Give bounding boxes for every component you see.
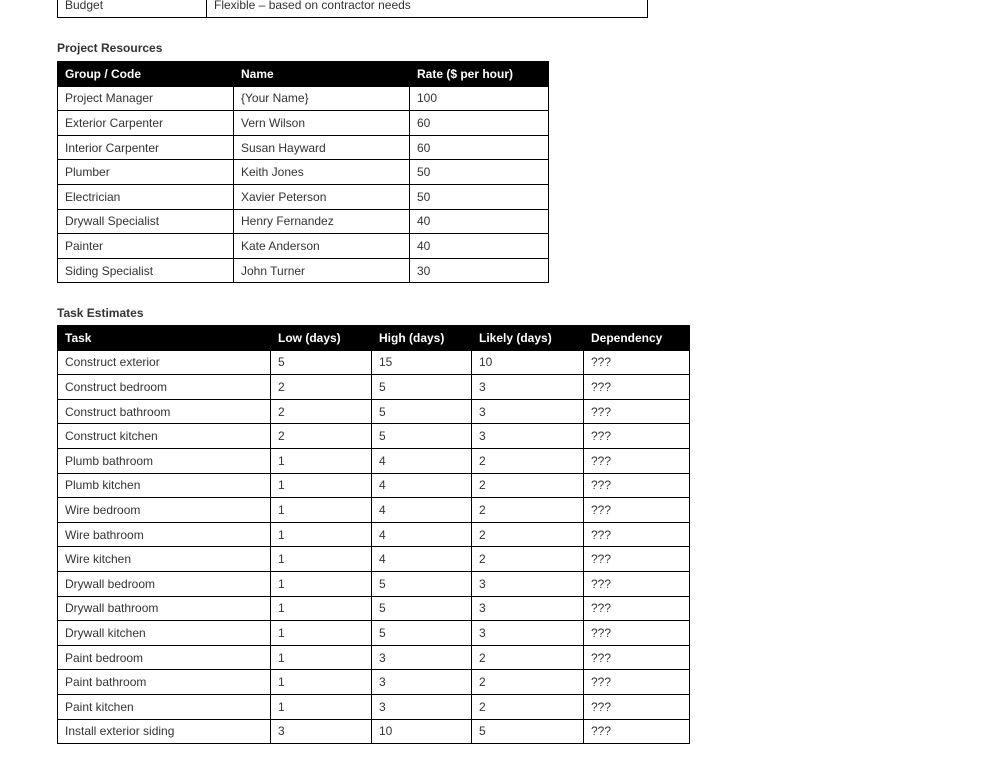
task-low: 1 xyxy=(271,645,372,670)
task-likely: 2 xyxy=(472,670,584,695)
table-row xyxy=(58,258,549,283)
task-low: 1 xyxy=(271,498,372,523)
task-name: Wire bathroom xyxy=(58,522,271,547)
task-dependency: ??? xyxy=(584,448,690,473)
resource-group: Siding Specialist xyxy=(58,258,234,283)
column-header-group-code: Group / Code xyxy=(58,62,234,87)
task-low: 3 xyxy=(271,719,372,744)
task-dependency: ??? xyxy=(584,596,690,621)
task-estimates-heading: Task Estimates xyxy=(57,306,144,320)
task-dependency: ??? xyxy=(584,399,690,424)
table-row xyxy=(58,209,549,234)
column-header-likely: Likely (days) xyxy=(472,326,584,351)
task-low: 1 xyxy=(271,621,372,646)
task-likely: 2 xyxy=(472,694,584,719)
table-row xyxy=(58,0,648,18)
table-row xyxy=(58,670,690,695)
column-header-rate: Rate ($ per hour) xyxy=(410,62,549,87)
task-low: 1 xyxy=(271,571,372,596)
table-header-row xyxy=(58,326,690,351)
task-name: Drywall bathroom xyxy=(58,596,271,621)
table-row xyxy=(58,498,690,523)
task-likely: 3 xyxy=(472,596,584,621)
resource-group: Plumber xyxy=(58,160,234,185)
task-name: Drywall kitchen xyxy=(58,621,271,646)
table-row xyxy=(58,596,690,621)
task-dependency: ??? xyxy=(584,621,690,646)
task-likely: 3 xyxy=(472,375,584,400)
task-high: 5 xyxy=(372,571,472,596)
table-row xyxy=(58,645,690,670)
task-high: 15 xyxy=(372,350,472,375)
table-row xyxy=(58,719,690,744)
table-row xyxy=(58,522,690,547)
resource-group: Interior Carpenter xyxy=(58,135,234,160)
task-low: 1 xyxy=(271,547,372,572)
task-high: 5 xyxy=(372,375,472,400)
task-dependency: ??? xyxy=(584,694,690,719)
budget-value: Flexible – based on contractor needs xyxy=(207,0,648,18)
task-name: Plumb bathroom xyxy=(58,448,271,473)
task-high: 3 xyxy=(372,670,472,695)
resource-group: Drywall Specialist xyxy=(58,209,234,234)
table-header-row xyxy=(58,62,549,87)
task-dependency: ??? xyxy=(584,350,690,375)
task-name: Install exterior siding xyxy=(58,719,271,744)
task-dependency: ??? xyxy=(584,498,690,523)
table-row xyxy=(58,621,690,646)
task-low: 1 xyxy=(271,522,372,547)
resource-group: Painter xyxy=(58,234,234,259)
table-row xyxy=(58,399,690,424)
resource-rate: 60 xyxy=(410,135,549,160)
table-row xyxy=(58,350,690,375)
task-name: Construct bedroom xyxy=(58,375,271,400)
task-low: 1 xyxy=(271,448,372,473)
task-dependency: ??? xyxy=(584,424,690,449)
task-low: 1 xyxy=(271,694,372,719)
task-dependency: ??? xyxy=(584,473,690,498)
column-header-high: High (days) xyxy=(372,326,472,351)
task-dependency: ??? xyxy=(584,645,690,670)
task-name: Paint bedroom xyxy=(58,645,271,670)
task-low: 2 xyxy=(271,424,372,449)
task-high: 4 xyxy=(372,448,472,473)
task-likely: 2 xyxy=(472,448,584,473)
column-header-dependency: Dependency xyxy=(584,326,690,351)
task-likely: 2 xyxy=(472,645,584,670)
task-dependency: ??? xyxy=(584,719,690,744)
task-likely: 2 xyxy=(472,473,584,498)
task-high: 5 xyxy=(372,596,472,621)
task-likely: 3 xyxy=(472,424,584,449)
resource-name: Henry Fernandez xyxy=(234,209,410,234)
column-header-task: Task xyxy=(58,326,271,351)
task-name: Construct exterior xyxy=(58,350,271,375)
task-estimates-table xyxy=(57,325,690,744)
resource-group: Exterior Carpenter xyxy=(58,111,234,136)
resource-rate: 60 xyxy=(410,111,549,136)
task-name: Paint kitchen xyxy=(58,694,271,719)
resource-name: Kate Anderson xyxy=(234,234,410,259)
task-dependency: ??? xyxy=(584,375,690,400)
table-row xyxy=(58,184,549,209)
task-low: 2 xyxy=(271,399,372,424)
column-header-low: Low (days) xyxy=(271,326,372,351)
task-low: 1 xyxy=(271,670,372,695)
resource-group: Electrician xyxy=(58,184,234,209)
table-row xyxy=(58,547,690,572)
budget-label: Budget xyxy=(58,0,207,18)
resource-rate: 30 xyxy=(410,258,549,283)
table-row xyxy=(58,135,549,160)
resource-name: Xavier Peterson xyxy=(234,184,410,209)
table-row xyxy=(58,234,549,259)
task-low: 2 xyxy=(271,375,372,400)
task-high: 5 xyxy=(372,399,472,424)
task-high: 3 xyxy=(372,694,472,719)
table-row xyxy=(58,424,690,449)
task-dependency: ??? xyxy=(584,571,690,596)
resource-name: Keith Jones xyxy=(234,160,410,185)
task-likely: 5 xyxy=(472,719,584,744)
task-high: 4 xyxy=(372,547,472,572)
task-high: 4 xyxy=(372,473,472,498)
task-low: 5 xyxy=(271,350,372,375)
task-name: Drywall bedroom xyxy=(58,571,271,596)
resource-rate: 50 xyxy=(410,160,549,185)
task-name: Plumb kitchen xyxy=(58,473,271,498)
column-header-name: Name xyxy=(234,62,410,87)
resource-rate: 50 xyxy=(410,184,549,209)
project-resources-table xyxy=(57,61,549,283)
table-row xyxy=(58,86,549,111)
task-name: Construct bathroom xyxy=(58,399,271,424)
project-resources-heading: Project Resources xyxy=(57,41,163,55)
task-name: Wire bedroom xyxy=(58,498,271,523)
table-row xyxy=(58,448,690,473)
resource-group: Project Manager xyxy=(58,86,234,111)
table-row xyxy=(58,571,690,596)
table-row xyxy=(58,111,549,136)
table-row xyxy=(58,375,690,400)
task-name: Wire kitchen xyxy=(58,547,271,572)
task-likely: 2 xyxy=(472,522,584,547)
task-name: Paint bathroom xyxy=(58,670,271,695)
task-dependency: ??? xyxy=(584,547,690,572)
task-low: 1 xyxy=(271,596,372,621)
resource-name: {Your Name} xyxy=(234,86,410,111)
task-likely: 3 xyxy=(472,571,584,596)
task-low: 1 xyxy=(271,473,372,498)
table-row xyxy=(58,473,690,498)
task-likely: 3 xyxy=(472,399,584,424)
task-high: 10 xyxy=(372,719,472,744)
task-high: 4 xyxy=(372,498,472,523)
task-likely: 2 xyxy=(472,547,584,572)
resource-rate: 100 xyxy=(410,86,549,111)
task-high: 4 xyxy=(372,522,472,547)
resource-name: Vern Wilson xyxy=(234,111,410,136)
table-row xyxy=(58,694,690,719)
task-high: 5 xyxy=(372,621,472,646)
task-likely: 10 xyxy=(472,350,584,375)
resource-rate: 40 xyxy=(410,234,549,259)
task-likely: 2 xyxy=(472,498,584,523)
task-name: Construct kitchen xyxy=(58,424,271,449)
task-high: 3 xyxy=(372,645,472,670)
resource-rate: 40 xyxy=(410,209,549,234)
task-high: 5 xyxy=(372,424,472,449)
resource-name: John Turner xyxy=(234,258,410,283)
resource-name: Susan Hayward xyxy=(234,135,410,160)
budget-table xyxy=(57,0,648,18)
task-likely: 3 xyxy=(472,621,584,646)
task-dependency: ??? xyxy=(584,670,690,695)
task-dependency: ??? xyxy=(584,522,690,547)
table-row xyxy=(58,160,549,185)
